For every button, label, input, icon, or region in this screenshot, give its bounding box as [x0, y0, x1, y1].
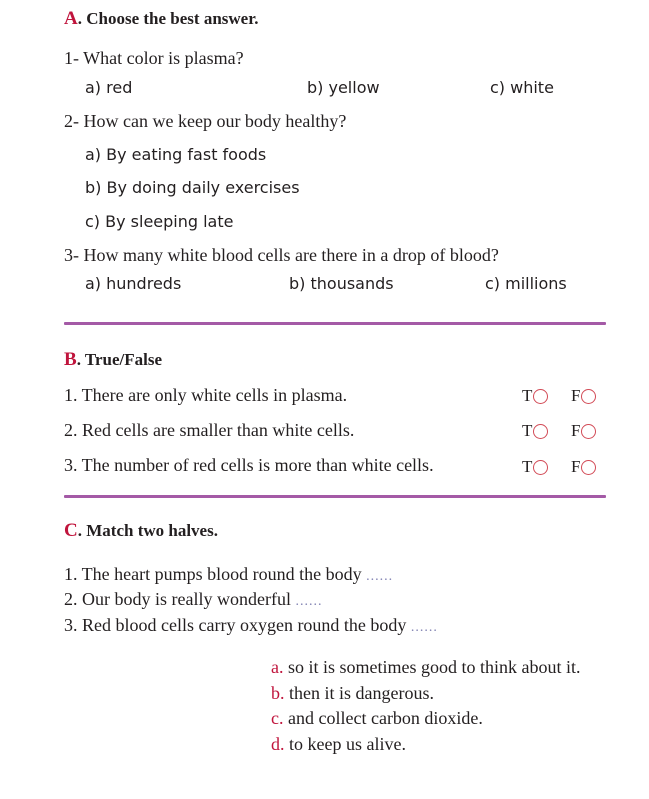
- question-2: 2- How can we keep our body healthy?: [64, 111, 347, 131]
- q1-option-c[interactable]: c) white: [490, 78, 554, 97]
- match-label-d: d.: [271, 734, 285, 754]
- match-second-half-b: [271, 683, 434, 704]
- section-a-heading: [64, 8, 258, 30]
- match-second-text-d: to keep us alive.: [289, 734, 406, 754]
- match-first-half-2: [64, 589, 322, 610]
- circle-icon[interactable]: [581, 460, 596, 475]
- circle-icon[interactable]: [581, 424, 596, 439]
- question-3: 3- How many white blood cells are there in a drop of blood?: [64, 245, 499, 265]
- q2-option-c[interactable]: c) By sleeping late: [85, 212, 234, 231]
- section-a-letter: A: [64, 8, 78, 29]
- true-label: T: [522, 386, 533, 405]
- match-text-2: 2. Our body is really wonderful: [64, 589, 291, 609]
- answer-blank-2[interactable]: ......: [295, 594, 323, 609]
- tf-false-3[interactable]: [571, 457, 596, 477]
- section-c-letter: C: [64, 520, 78, 541]
- match-first-half-1: [64, 564, 393, 585]
- match-label-b: b.: [271, 683, 285, 703]
- section-b-letter: B: [64, 349, 77, 370]
- false-label: F: [571, 421, 581, 440]
- circle-icon[interactable]: [533, 424, 548, 439]
- tf-true-2[interactable]: [522, 421, 548, 441]
- match-second-half-a: [271, 657, 581, 678]
- match-text-3: 3. Red blood cells carry oxygen round the body: [64, 615, 407, 635]
- match-second-text-b: then it is dangerous.: [289, 683, 434, 703]
- q3-option-b[interactable]: b) thousands: [289, 274, 394, 293]
- tf-false-1[interactable]: [571, 386, 596, 406]
- false-label: F: [571, 386, 581, 405]
- tf-statement-3: 3. The number of red cells is more than white cells.: [64, 455, 434, 475]
- answer-blank-3[interactable]: ......: [410, 620, 438, 635]
- match-label-c: c.: [271, 708, 284, 728]
- true-label: T: [522, 457, 533, 476]
- match-second-text-c: and collect carbon dioxide.: [288, 708, 483, 728]
- match-first-half-3: [64, 615, 438, 636]
- true-label: T: [522, 421, 533, 440]
- circle-icon[interactable]: [581, 389, 596, 404]
- answer-blank-1[interactable]: ......: [366, 569, 394, 584]
- tf-true-1[interactable]: [522, 386, 548, 406]
- section-divider-2: [64, 495, 606, 498]
- match-second-half-c: [271, 708, 483, 729]
- section-a-title: . Choose the best answer.: [77, 9, 259, 28]
- section-c-heading: [64, 520, 218, 542]
- match-second-half-d: [271, 734, 406, 755]
- section-b-heading: [64, 349, 162, 371]
- q3-option-a[interactable]: a) hundreds: [85, 274, 182, 293]
- tf-statement-2: 2. Red cells are smaller than white cells.: [64, 420, 355, 440]
- tf-true-3[interactable]: [522, 457, 548, 477]
- q1-option-b[interactable]: b) yellow: [307, 78, 380, 97]
- match-text-1: 1. The heart pumps blood round the body: [64, 564, 362, 584]
- circle-icon[interactable]: [533, 460, 548, 475]
- tf-false-2[interactable]: [571, 421, 596, 441]
- match-label-a: a.: [271, 657, 284, 677]
- q2-option-b[interactable]: b) By doing daily exercises: [85, 178, 300, 197]
- q1-option-a[interactable]: a) red: [85, 78, 133, 97]
- q3-option-c[interactable]: c) millions: [485, 274, 567, 293]
- match-second-text-a: so it is sometimes good to think about it.: [288, 657, 581, 677]
- false-label: F: [571, 457, 581, 476]
- section-c-title: . Match two halves.: [77, 521, 218, 540]
- q2-option-a[interactable]: a) By eating fast foods: [85, 145, 267, 164]
- tf-statement-1: 1. There are only white cells in plasma.: [64, 385, 348, 405]
- question-1: 1- What color is plasma?: [64, 48, 244, 68]
- section-b-title: . True/False: [76, 350, 162, 369]
- circle-icon[interactable]: [533, 389, 548, 404]
- section-divider-1: [64, 322, 606, 325]
